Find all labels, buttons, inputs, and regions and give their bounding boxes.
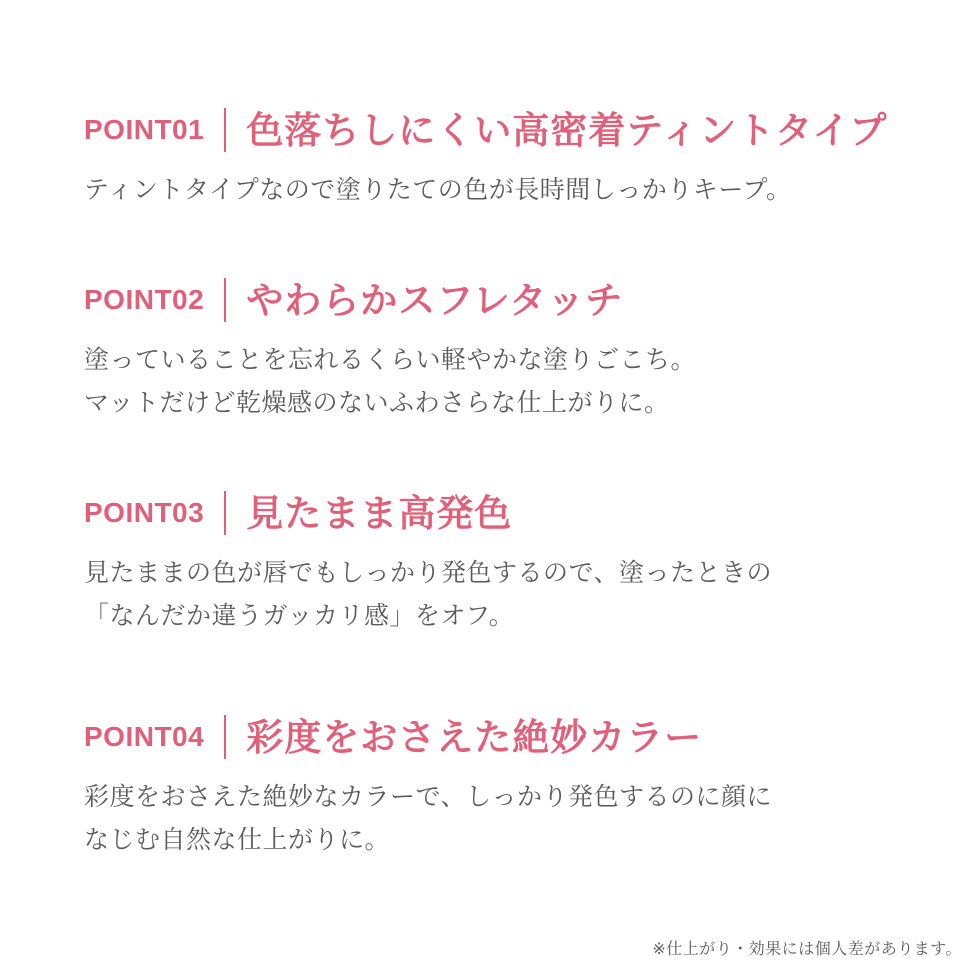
point-header <box>84 489 944 537</box>
point-title: やわらかスフレタッチ <box>246 278 624 322</box>
point-description <box>84 551 944 637</box>
point-title: 色落ちしにくい高密着ティントタイプ <box>246 108 888 152</box>
vertical-divider <box>224 715 226 759</box>
description-line: ティントタイプなので塗りたての色が長時間しっかりキープ。 <box>84 175 792 204</box>
point-title: 彩度をおさえた絶妙カラー <box>246 715 703 759</box>
vertical-divider <box>224 491 226 535</box>
vertical-divider <box>224 278 226 322</box>
point-description <box>84 775 944 861</box>
description-line: 彩度をおさえた絶妙なカラーで、しっかり発色するのに顔に <box>84 782 773 811</box>
vertical-divider <box>224 108 226 152</box>
point-description <box>84 338 944 424</box>
point-header <box>84 713 944 761</box>
footnote: ※仕上がり・効果には個人差があります。 <box>652 939 962 958</box>
point-label: POINT04 <box>84 721 205 752</box>
point-section-4 <box>84 713 944 861</box>
point-label: POINT03 <box>84 497 205 528</box>
description-line: 見たままの色が唇でもしっかり発色するので、塗ったときの <box>84 558 773 587</box>
description-line: なじむ自然な仕上がりに。 <box>84 825 391 854</box>
description-line: マットだけど乾燥感のないふわさらな仕上がりに。 <box>84 388 670 417</box>
description-line: 「なんだか違うガッカリ感」をオフ。 <box>84 601 515 630</box>
point-header <box>84 106 944 154</box>
point-section-2 <box>84 276 944 424</box>
point-label: POINT02 <box>84 284 205 315</box>
point-section-3 <box>84 489 944 637</box>
point-title: 見たまま高発色 <box>246 491 513 535</box>
point-header <box>84 276 944 324</box>
point-section-1 <box>84 106 944 211</box>
point-description <box>84 168 944 211</box>
point-label: POINT01 <box>84 114 205 145</box>
description-line: 塗っていることを忘れるくらい軽やかな塗りごこち。 <box>84 345 697 374</box>
